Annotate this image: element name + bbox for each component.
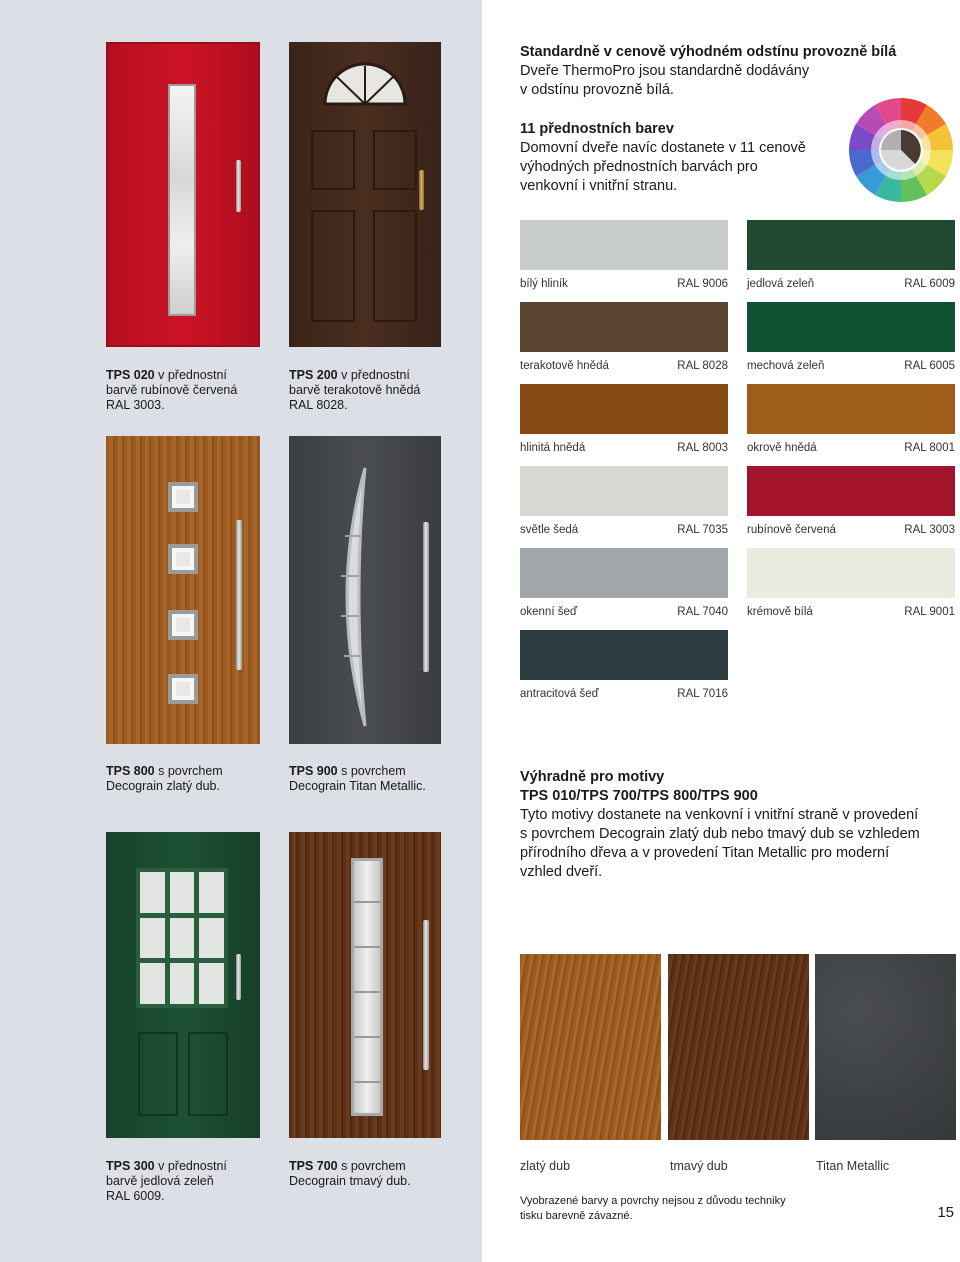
- door-image-tps-700: [289, 832, 441, 1138]
- color-swatch: [520, 302, 728, 352]
- door-panel: [373, 210, 417, 322]
- color-swatch: [747, 302, 955, 352]
- door-panel: [311, 210, 355, 322]
- motifs-line: přírodního dřeva a v provedení Titan Metallic pro moderní: [520, 845, 890, 861]
- door-caption-tps-200: TPS 200 v přednostní barvě terakotově hnědá RAL 8028.: [289, 368, 421, 412]
- swatch-ral-code: RAL 6005: [904, 360, 955, 372]
- color-swatch: [520, 220, 728, 270]
- door-panel: [138, 1032, 178, 1116]
- door-panel: [311, 130, 355, 190]
- finish-label: tmavý dub: [670, 1159, 728, 1173]
- finish-swatch-golden-oak: [520, 954, 661, 1140]
- swatch-ral-code: RAL 7016: [677, 688, 728, 700]
- intro-preferred-line: výhodných přednostních barvách pro: [520, 159, 758, 175]
- door-glass-strip: [351, 858, 383, 1116]
- door-handle: [423, 920, 429, 1070]
- motifs-line: vzhled dveří.: [520, 864, 603, 880]
- intro-preferred-title: 11 přednostních barev: [520, 121, 674, 137]
- door-image-tps-300: [106, 832, 260, 1138]
- swatch-ral-code: RAL 9006: [677, 278, 728, 290]
- door-handle: [419, 170, 424, 210]
- intro-preferred-line: venkovní i vnitřní stranu.: [520, 178, 678, 194]
- door-caption-tps-020: TPS 020 v přednostní barvě rubínově červená RAL 3003.: [106, 368, 238, 412]
- swatch-name: rubínově červená: [747, 524, 836, 536]
- door-image-tps-020: [106, 42, 260, 347]
- finish-label: zlatý dub: [520, 1159, 571, 1173]
- intro-standard-title: Standardně v cenově výhodném odstínu provozně bílá: [520, 44, 897, 60]
- intro-standard-line: v odstínu provozně bílá.: [520, 82, 674, 98]
- door-panel: [373, 130, 417, 190]
- intro-standard-line: Dveře ThermoPro jsou standardně dodávány: [520, 63, 810, 79]
- swatch-ral-code: RAL 7035: [677, 524, 728, 536]
- swatch-ral-code: RAL 6009: [904, 278, 955, 290]
- swatch-name: hlinitá hnědá: [520, 442, 586, 454]
- swatch-name: terakotově hnědá: [520, 360, 609, 372]
- swatch-ral-code: RAL 8001: [904, 442, 955, 454]
- page-number: 15: [937, 1204, 954, 1221]
- door-caption-tps-300: TPS 300 v přednostní barvě jedlová zeleň RAL 6009.: [106, 1159, 227, 1203]
- door-image-tps-800: [106, 436, 260, 744]
- color-wheel-icon: [846, 95, 956, 205]
- intro-standard: [520, 43, 940, 100]
- color-swatch: [747, 220, 955, 270]
- door-image-tps-200: [289, 42, 441, 347]
- door-handle: [236, 520, 242, 670]
- color-swatch: [747, 466, 955, 516]
- door-handle: [236, 160, 241, 212]
- color-swatch: [520, 630, 728, 680]
- door-caption-tps-800: TPS 800 s povrchem Decograin zlatý dub.: [106, 764, 223, 793]
- color-swatch: [520, 548, 728, 598]
- door-image-tps-900: [289, 436, 441, 744]
- swatch-name: okrově hnědá: [747, 442, 817, 454]
- intro-preferred-line: Domovní dveře navíc dostanete v 11 cenově: [520, 140, 806, 156]
- finish-label: Titan Metallic: [816, 1159, 890, 1173]
- motifs-line: s povrchem Decograin zlatý dub nebo tmavý dub se vzhledem: [520, 826, 920, 842]
- door-panel: [188, 1032, 228, 1116]
- door-caption-tps-700: TPS 700 s povrchem Decograin tmavý dub.: [289, 1159, 411, 1188]
- motifs-title: Výhradně pro motivy: [520, 769, 665, 785]
- door-window-grid: [136, 868, 228, 1008]
- door-window-square: [168, 544, 198, 574]
- door-window-square: [168, 674, 198, 704]
- color-swatch: [520, 466, 728, 516]
- color-swatch: [747, 548, 955, 598]
- door-fanlight: [289, 42, 441, 122]
- footer-note-line: tisku barevně závazné.: [520, 1210, 633, 1222]
- door-caption-tps-900: TPS 900 s povrchem Decograin Titan Metallic.: [289, 764, 426, 793]
- swatch-name: mechová zeleň: [747, 360, 825, 372]
- door-handle: [423, 522, 429, 672]
- swatch-name: krémově bílá: [747, 606, 813, 618]
- swatch-ral-code: RAL 9001: [904, 606, 955, 618]
- door-handle: [236, 954, 241, 1000]
- swatch-ral-code: RAL 7040: [677, 606, 728, 618]
- swatch-ral-code: RAL 8003: [677, 442, 728, 454]
- door-window-square: [168, 482, 198, 512]
- color-swatch: [747, 384, 955, 434]
- motifs-line: Tyto motivy dostanete na venkovní i vnitřní straně v provedení: [520, 807, 919, 823]
- swatch-ral-code: RAL 8028: [677, 360, 728, 372]
- color-swatch: [520, 384, 728, 434]
- footer-note: [520, 1194, 840, 1224]
- footer-note-line: Vyobrazené barvy a povrchy nejsou z důvodu techniky: [520, 1195, 786, 1207]
- intro-preferred: [520, 120, 840, 196]
- swatch-name: světle šedá: [520, 524, 579, 536]
- swatch-ral-code: RAL 3003: [904, 524, 955, 536]
- door-glass: [168, 84, 196, 316]
- motifs-block: [520, 768, 950, 882]
- swatch-name: jedlová zeleň: [747, 278, 815, 290]
- door-window-square: [168, 610, 198, 640]
- motifs-models: TPS 010/TPS 700/TPS 800/TPS 900: [520, 788, 758, 804]
- swatch-name: antracitová šeď: [520, 688, 599, 700]
- swatch-name: okenní šeď: [520, 606, 577, 618]
- finish-swatch-dark-oak: [668, 954, 809, 1140]
- swatch-name: bílý hliník: [520, 278, 568, 290]
- finish-swatch-titan-metallic: [815, 954, 956, 1140]
- door-glass-arc: [289, 436, 441, 744]
